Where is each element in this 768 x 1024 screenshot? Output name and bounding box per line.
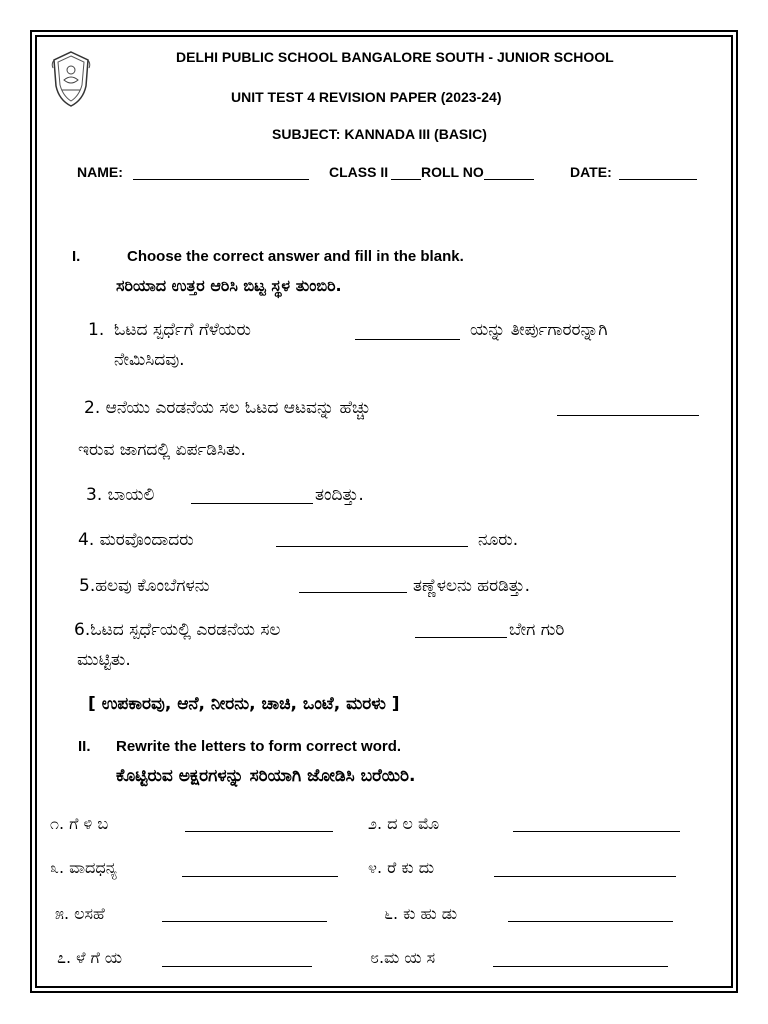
date-label: DATE:: [570, 164, 612, 180]
section-2-title-kannada: ಕೊಟ್ಟಿರುವ ಅಕ್ಷರಗಳನ್ನು ಸರಿಯಾಗಿ ಜೋಡಿಸಿ ಬರೆಯಿರಿ.: [116, 766, 416, 786]
jumble-blank-8: [493, 966, 668, 967]
date-blank: [619, 179, 697, 180]
section-1-title-english: Choose the correct answer and fill in the blank.: [127, 248, 464, 265]
question-3-text-b: ತಂದಿತ್ತು.: [315, 485, 364, 505]
jumble-item-3: ೩. ವಾದಧನ್ಯ: [50, 858, 117, 877]
question-3-blank: [191, 503, 313, 504]
jumble-item-2: ೨. ದ ಲ ಮೊ: [368, 814, 440, 833]
section-1-title-kannada: ಸರಿಯಾದ ಉತ್ತರ ಆರಿಸಿ ಬಿಟ್ಟ ಸ್ಥಳ ತುಂಬಿರಿ.: [116, 276, 342, 295]
question-4-text-a: 4. ಮರವೊಂದಾದರು: [78, 530, 194, 550]
question-5-blank: [299, 592, 407, 593]
question-2-text-a: 2. ಆನೆಯು ಎರಡನೆಯ ಸಲ ಓಟದ ಆಟವನ್ನು ಹೆಚ್ಚು: [84, 398, 371, 418]
jumble-item-7: ೭. ಳೆ ಗೆ ಯ: [57, 948, 123, 967]
jumble-blank-7: [162, 966, 312, 967]
question-6-blank: [415, 637, 507, 638]
question-1-text-c: ನೇಮಿಸಿದವು.: [114, 350, 185, 370]
question-1-number: 1.: [88, 320, 105, 340]
question-6-text-b: ಬೇಗ ಗುರಿ: [509, 620, 565, 640]
question-5-text-b: ತಣ್ಣೆಳಲನು ಹರಡಿತ್ತು.: [413, 576, 531, 596]
section-2-number: II.: [78, 738, 91, 755]
paper-title: UNIT TEST 4 REVISION PAPER (2023-24): [231, 89, 502, 105]
jumble-blank-4: [494, 876, 676, 877]
question-2-blank: [557, 415, 699, 416]
section-1-number: I.: [72, 248, 81, 265]
question-6-text-c: ಮುಟ್ಟಿತು.: [77, 650, 131, 670]
jumble-item-8: ೮.ಮ ಯ ಸ: [370, 948, 436, 967]
jumble-item-5: ೫. ಲಸಹೆ: [55, 904, 105, 923]
jumble-blank-1: [185, 831, 333, 832]
question-3-text-a: 3. ಬಾಯಲಿ: [86, 485, 155, 505]
question-1-text-b: ಯನ್ನು ತೀರ್ಪುಗಾರರನ್ನಾಗಿ: [470, 320, 608, 340]
name-blank: [133, 179, 309, 180]
question-5-text-a: 5.ಹಲವು ಕೊಂಬೆಗಳನು: [79, 576, 210, 596]
class-blank: [391, 179, 421, 180]
question-1-blank: [355, 339, 460, 340]
question-6-text-a: 6.ಓಟದ ಸ್ಪರ್ಧೆಯಲ್ಲಿ ಎರಡನೆಯ ಸಲ: [74, 620, 281, 640]
question-1-text-a: ಓಟದ ಸ್ಪರ್ಧೆಗೆ ಗೆಳೆಯರು: [114, 320, 251, 340]
jumble-blank-6: [508, 921, 673, 922]
jumble-item-4: ೪. ರೆ ಕು ದು: [368, 858, 435, 877]
roll-blank: [484, 179, 534, 180]
section-2-title-english: Rewrite the letters to form correct word.: [116, 738, 402, 755]
name-label: NAME:: [77, 164, 123, 180]
question-2-text-b: ಇರುವ ಜಾಗದಲ್ಲಿ ಏರ್ಪಡಿಸಿತು.: [78, 440, 246, 460]
jumble-blank-2: [513, 831, 680, 832]
class-label: CLASS II: [329, 164, 389, 180]
jumble-blank-3: [182, 876, 338, 877]
jumble-item-6: ೬. ಕು ಹು ಡು: [384, 904, 458, 923]
jumble-blank-5: [162, 921, 327, 922]
subject-title: SUBJECT: KANNADA III (BASIC): [272, 126, 487, 142]
school-name: DELHI PUBLIC SCHOOL BANGALORE SOUTH - JUNIOR SCHOOL: [176, 49, 614, 65]
roll-label: ROLL NO: [421, 164, 484, 180]
question-4-text-b: ನೂರು.: [478, 530, 519, 550]
word-bank: [ ಉಪಕಾರವು, ಆನೆ, ನೀರನು, ಚಾಚಿ, ಒಂಟೆ, ಮರಳು ]: [88, 694, 400, 714]
jumble-item-1: ೧. ಗೆ ಳಿ ಬ: [50, 814, 109, 833]
school-crest-logo: [50, 50, 92, 108]
question-4-blank: [276, 546, 468, 547]
